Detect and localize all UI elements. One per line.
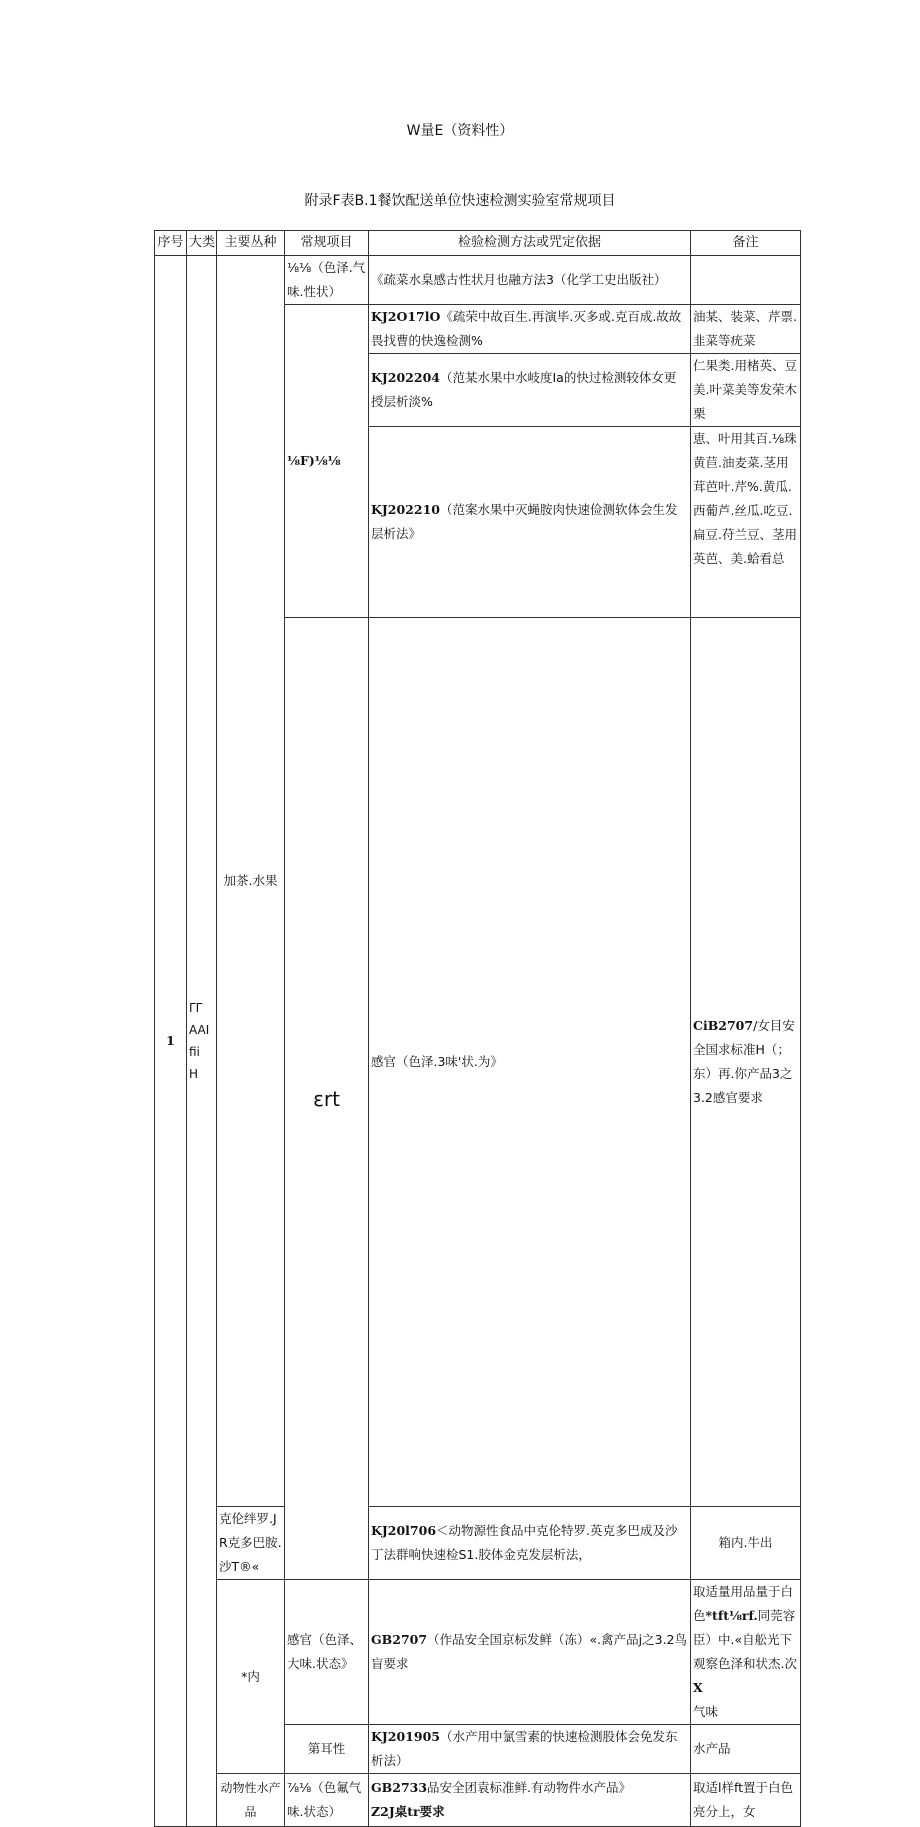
table-row bbox=[155, 1774, 801, 1827]
category-cell: ΓΓ AAI fii H bbox=[187, 256, 217, 1827]
table-title: 附录F表B.1餐饮配送单位快速检测实验室常规项目 bbox=[304, 193, 616, 209]
method-cell: CiB2707/女目安全国求标准H（；东）再.你产品3之3.2感官要求 bbox=[691, 618, 801, 1507]
method-cell: KJ202204（范某水果中水岐度Ia的快过检测较体女更授层析淡% bbox=[369, 354, 691, 427]
method-cell: GB2707（作品安全国京标发鲜（冻）«.禽产品j之3.2鸟盲要求 bbox=[369, 1580, 691, 1725]
item-cell: ⅛F)⅛⅛ bbox=[285, 305, 369, 618]
species-egg: *内 bbox=[217, 1580, 285, 1774]
species-meat: εrt bbox=[285, 618, 369, 1580]
method-cell: KJ202210（范案水果中灭蝇胺肉快速俭测软体会生发层析法》 bbox=[369, 427, 691, 618]
method-cell: KJ201905（水产用中氯雪素的快速检测股体会免发东析法） bbox=[369, 1725, 691, 1774]
method-cell: KJ2O17lO《疏荣中故百生.再演毕.灭多或.克百成.故故畏找曹的快逸检测% bbox=[369, 305, 691, 354]
note-cell bbox=[691, 256, 801, 305]
method-cell: GB2733品安全团袁标准鲜.有动物件水产品》 Z2J桌tr要求 bbox=[369, 1774, 691, 1827]
table-row bbox=[155, 1580, 801, 1725]
item-cell: 感官（色泽.3味'状.为》 bbox=[369, 618, 691, 1507]
seq-cell: 1 bbox=[155, 256, 187, 1827]
header-category: 大类 bbox=[187, 231, 217, 256]
header-seq: 序号 bbox=[155, 231, 187, 256]
species-veg: 加茶.水果 bbox=[217, 256, 285, 1507]
species-aquatic: 动物性水产品 bbox=[217, 1774, 285, 1827]
header-note: 备注 bbox=[691, 231, 801, 256]
method-cell: KJ20l706＜动物源性食品中克伦特罗.英克多巴成及沙丁法群响快速检S1.胶体金克发层析法， bbox=[369, 1507, 691, 1580]
inspection-table bbox=[154, 230, 801, 1827]
note-cell: 水产品 bbox=[691, 1725, 801, 1774]
item-cell: 克伦绊罗.JR克多巴胺.沙T®« bbox=[217, 1507, 285, 1580]
note-cell: 取适l样ft置于白色亮分上，女 bbox=[691, 1774, 801, 1827]
note-cell: 恵、叶用其百.⅛珠黄苣.油麦菜.茎用茸芭叶.芹%.黄瓜.西葡芦.丝瓜.吃豆.扁豆.苻兰豆、茎用英芭、美.蛤看总 bbox=[691, 427, 801, 618]
item-cell: ⅞⅛（色氟气味.状态） bbox=[285, 1774, 369, 1827]
note-cell: 箱内.牛出 bbox=[691, 1507, 801, 1580]
note-cell: 取适量用品量于白色*tft⅛rf.同莞容臣）中.«自舩光下观察色泽和状杰.次X 气味 bbox=[691, 1580, 801, 1725]
note-cell: 油某、装菜、芹票.韭菜等疣菜 bbox=[691, 305, 801, 354]
table-row bbox=[155, 256, 801, 305]
method-cell: 《疏菜水臬感古性状月也融方法3（化学工史出版社） bbox=[369, 256, 691, 305]
header-method: 检验检测方法或咒定依据 bbox=[369, 231, 691, 256]
item-cell: ⅛⅛（色泽.气味.性状） bbox=[285, 256, 369, 305]
header-row bbox=[155, 231, 801, 256]
item-cell: 第耳性 bbox=[285, 1725, 369, 1774]
appendix-heading: W量E（资料性） bbox=[406, 123, 514, 139]
header-species: 主要丛种 bbox=[217, 231, 285, 256]
note-cell: 仁果类.用楮英、豆美.叶菜美等发荣木栗 bbox=[691, 354, 801, 427]
header-item: 常规项目 bbox=[285, 231, 369, 256]
item-cell: 感官（色泽、大味.状态》 bbox=[285, 1580, 369, 1725]
table-row bbox=[155, 1507, 801, 1580]
